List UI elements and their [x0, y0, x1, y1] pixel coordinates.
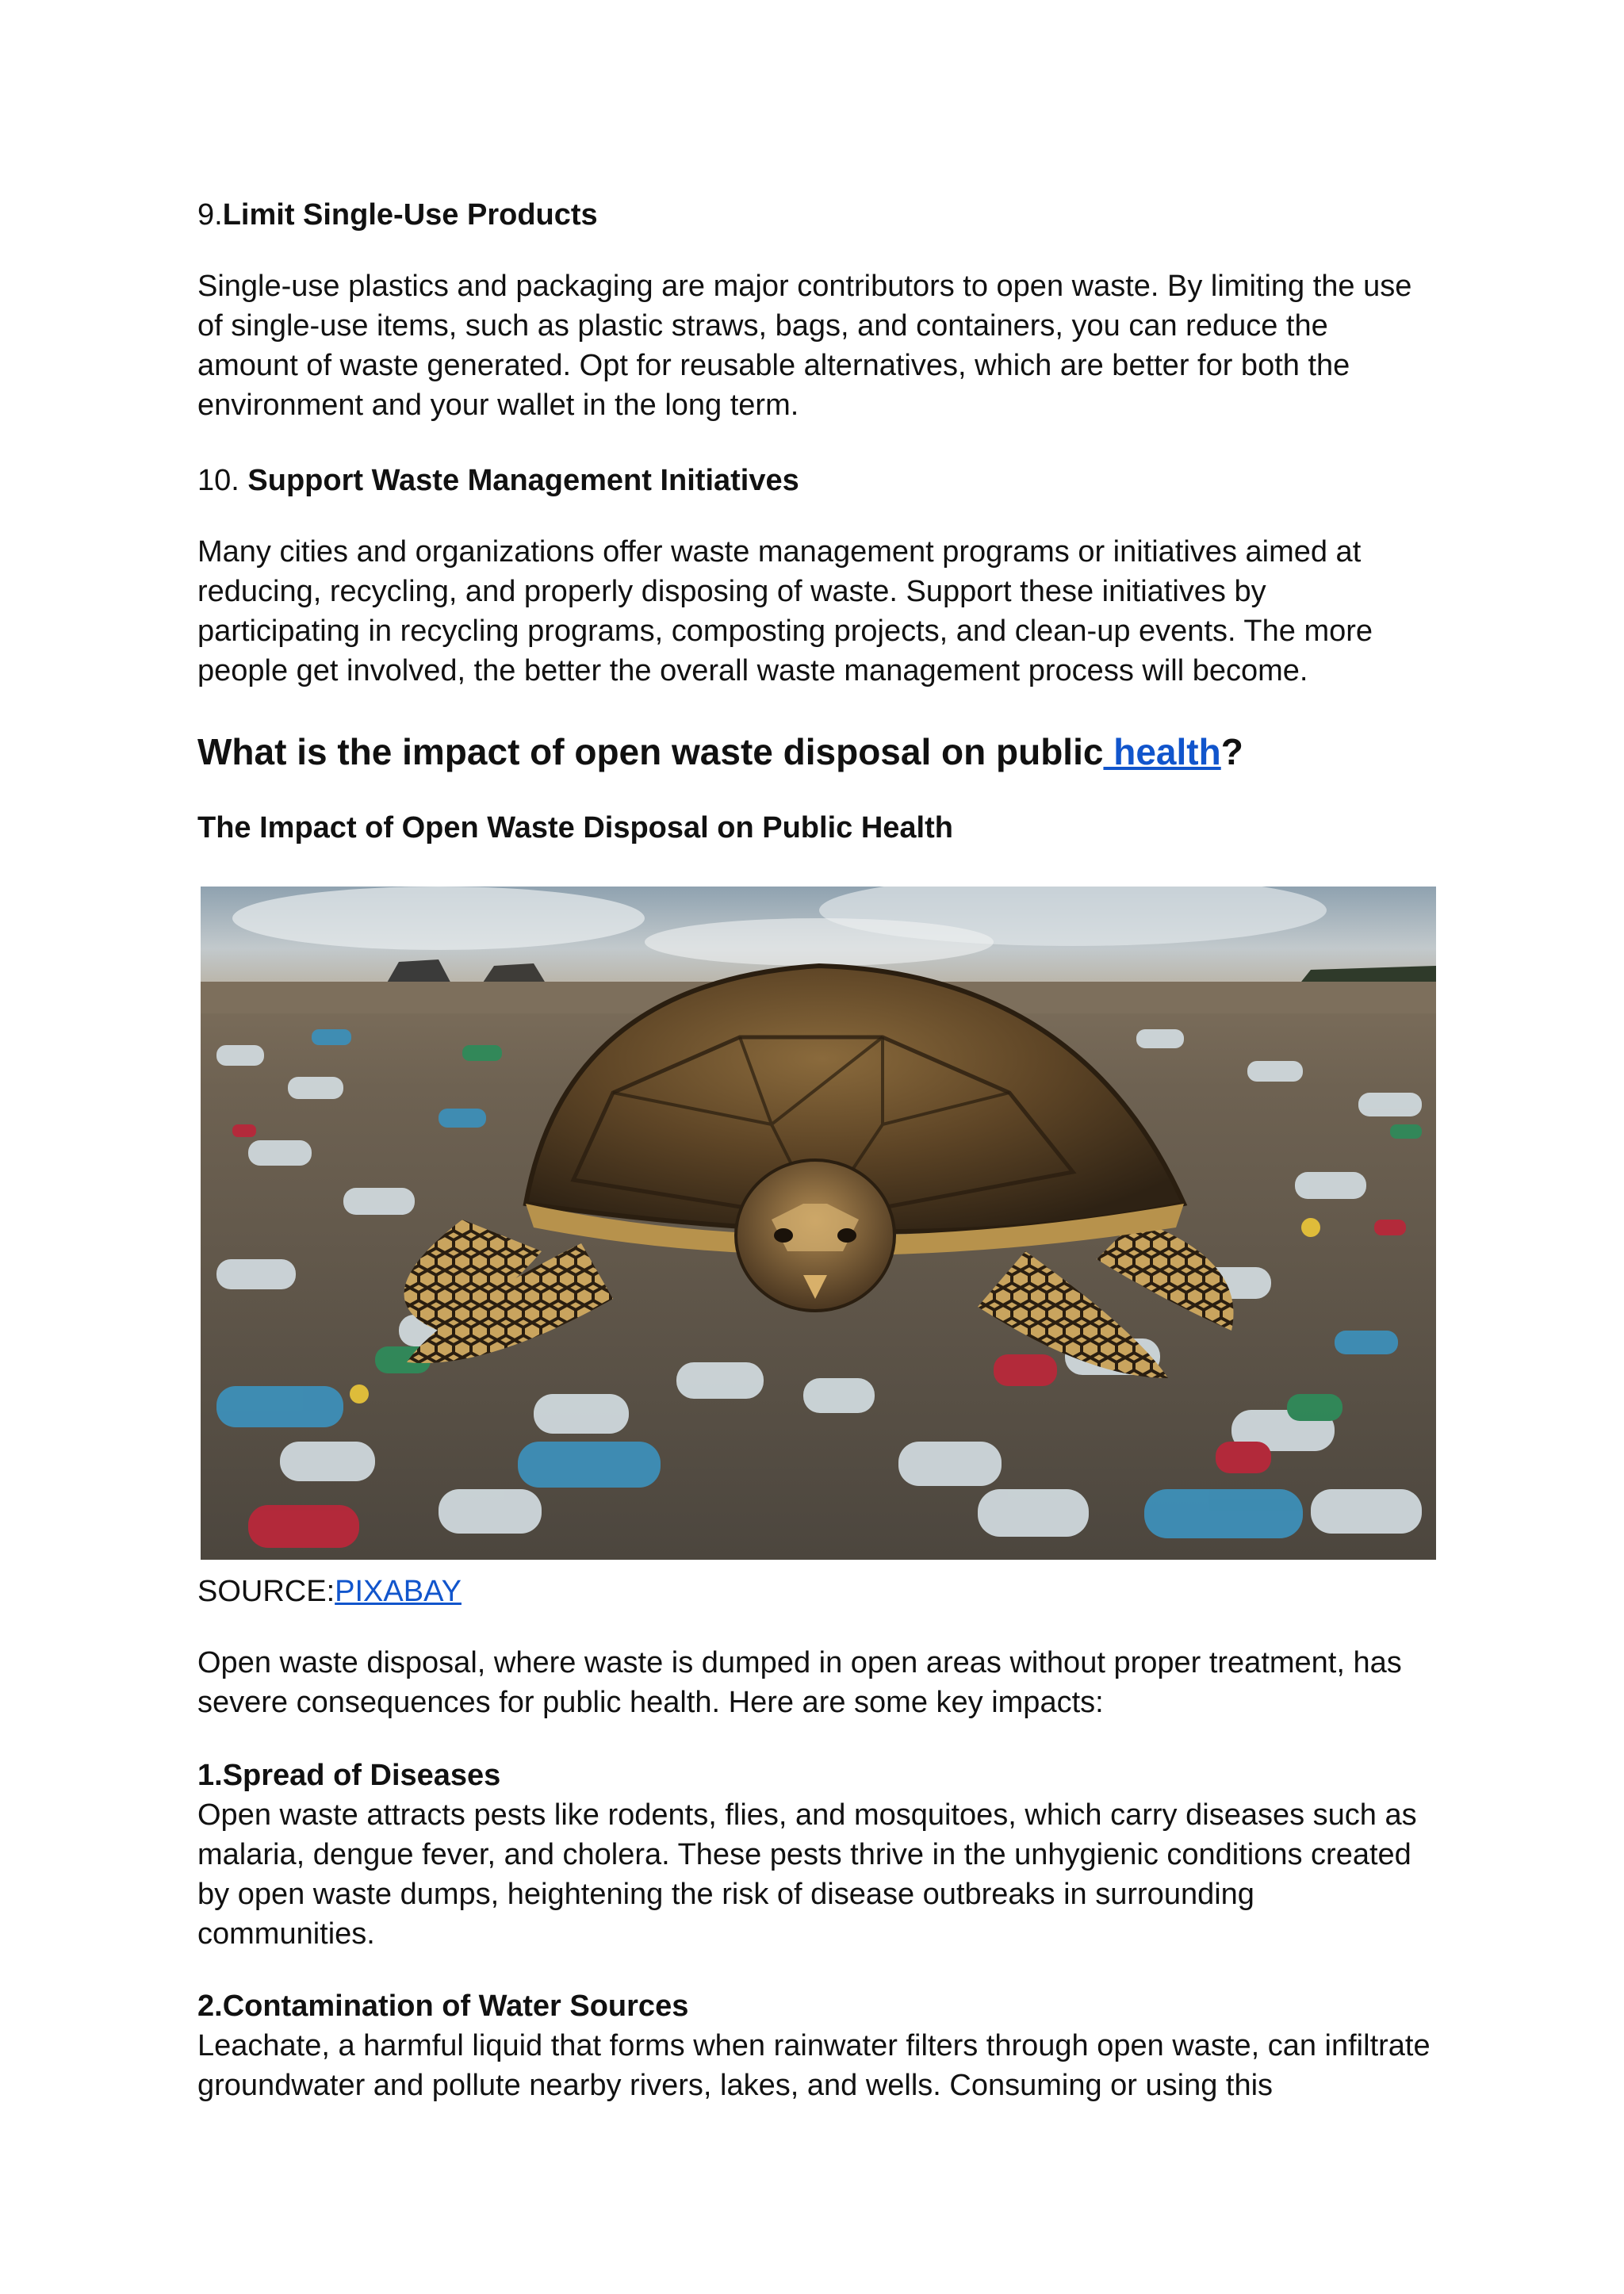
section-10-heading: [197, 461, 799, 500]
section-9-title: Limit Single-Use Products: [222, 198, 598, 232]
impact-1-body: Open waste attracts pests like rodents, flies, and mosquitoes, which carry diseases such as malaria, dengue fever, and cholera. These pests thrive in the unhygienic conditions created by open waste dumps, heightening the risk of disease outbreaks in surrounding communities.: [197, 1798, 1417, 1951]
section-9-body: Single-use plastics and packaging are major contributors to open waste. By limiting the use of single-use items, such as plastic straws, bags, and containers, you can reduce the amount of waste generated. Opt for reusable alternatives, which are better for both the environment and your wallet in the long term.: [197, 270, 1412, 422]
pixabay-link[interactable]: PIXABAY: [335, 1575, 462, 1608]
intro-paragraph: Open waste disposal, where waste is dumped in open areas without proper treatment, has severe consequences for public health. Here are some key impacts:: [197, 1646, 1402, 1719]
question-heading: [197, 728, 1243, 776]
impact-subheading: The Impact of Open Waste Disposal on Public Health: [197, 811, 953, 844]
section-10-body: Many cities and organizations offer waste management programs or initiatives aimed at reducing, recycling, and properly disposing of waste. Support these initiatives by participating in recycling programs, composting projects, and clean-up events. The more people get involved, the better the overall waste management process will become.: [197, 535, 1373, 687]
question-heading-suffix: ?: [1220, 731, 1243, 772]
section-9-heading: [197, 195, 598, 235]
impact-2-title: 2.Contamination of Water Sources: [197, 1990, 689, 2023]
impact-1-title: 1.Spread of Diseases: [197, 1759, 501, 1792]
turtle-on-plastic-waste-photo: [201, 887, 1436, 1560]
image-source: [197, 1572, 462, 1611]
source-label: SOURCE:: [197, 1575, 335, 1608]
impact-2-body: Leachate, a harmful liquid that forms when rainwater filters through open waste, can infiltrate groundwater and pollute nearby rivers, lakes, and wells. Consuming or using this: [197, 2029, 1431, 2102]
section-9-number: 9.: [197, 198, 223, 232]
health-link[interactable]: health: [1103, 731, 1221, 772]
question-heading-text: What is the impact of open waste disposal on public: [197, 731, 1104, 772]
section-10-title: Support Waste Management Initiatives: [247, 464, 799, 497]
section-10-number: 10.: [197, 464, 248, 497]
